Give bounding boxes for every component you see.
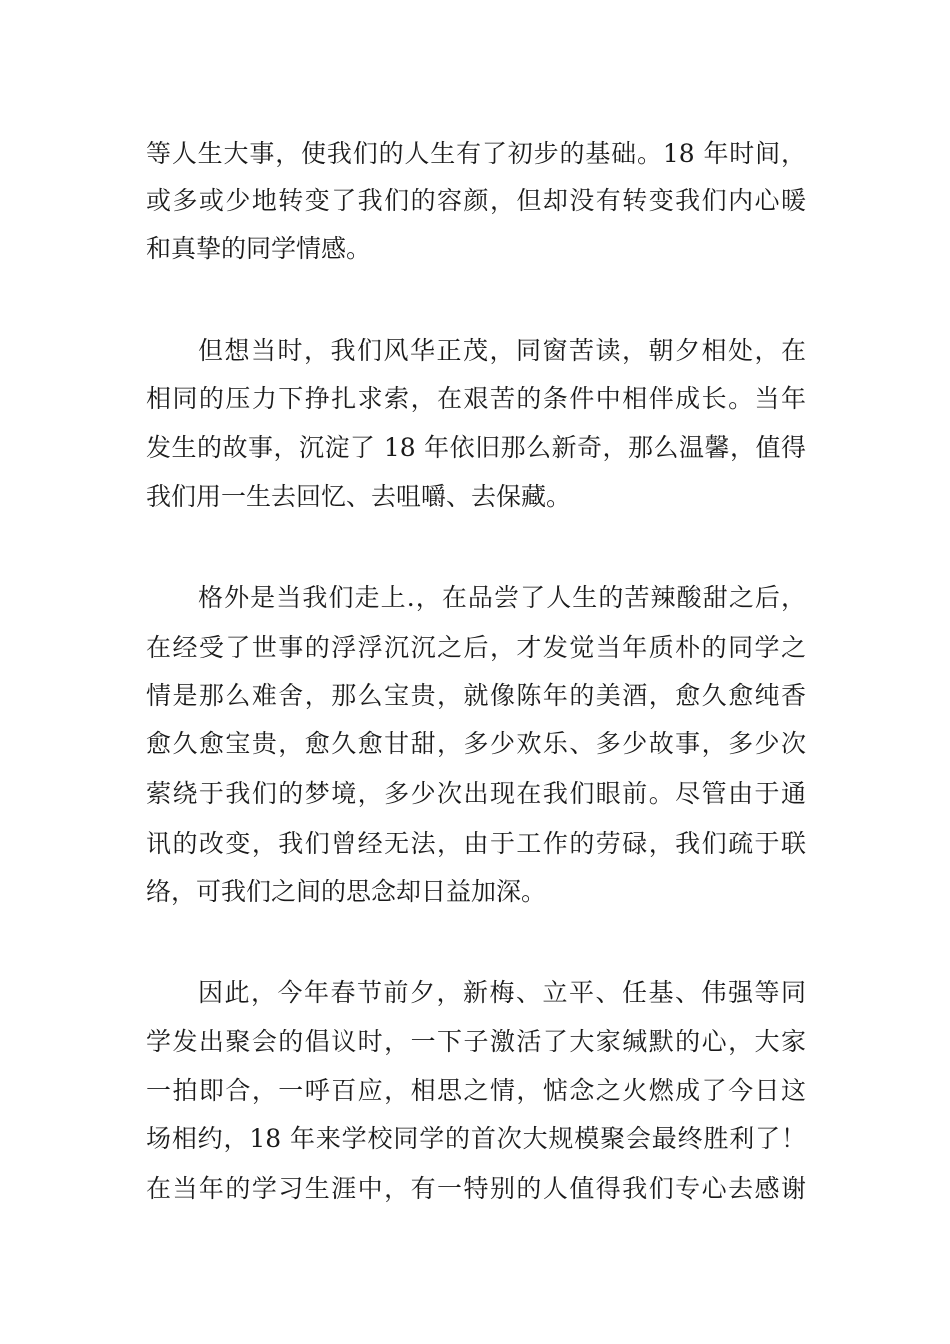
text-line: 格外是当我们走上.，在品尝了人生的苦辣酸甜之后， [198,583,806,612]
text-line: 但想当时，我们风华正茂，同窗苦读，朝夕相处，在 [198,336,806,365]
text-line: 在经受了世事的浮浮沉沉之后，才发觉当年质朴的同学之 [146,633,806,662]
text-line: 一拍即合，一呼百应，相思之情，惦念之火燃成了今日这 [146,1076,806,1105]
text-line: 相同的压力下挣扎求索，在艰苦的条件中相伴成长。当年 [146,384,806,413]
text-line: 因此，今年春节前夕，新梅、立平、任基、伟强等同 [198,978,806,1007]
text-line: 萦绕于我们的梦境，多少次出现在我们眼前。尽管由于通 [146,779,806,808]
text-line: 我们用一生去回忆、去咀嚼、去保藏。 [146,482,572,511]
text-line: 在当年的学习生涯中，有一特别的人值得我们专心去感谢 [146,1174,806,1203]
text-line: 讯的改变，我们曾经无法，由于工作的劳碌，我们疏于联 [146,829,806,858]
text-line: 等人生大事，使我们的人生有了初步的基础。18 年时间， [146,139,806,168]
text-line: 场相约，18 年来学校同学的首次大规模聚会最终胜利了！ [146,1124,806,1153]
text-line: 发生的故事，沉淀了 18 年依旧那么新奇，那么温馨，值得 [146,433,806,462]
text-line: 和真挚的同学情感。 [146,234,372,263]
text-line: 或多或少地转变了我们的容颜，但却没有转变我们内心暖 [146,186,806,215]
text-line: 情是那么难舍，那么宝贵，就像陈年的美酒，愈久愈纯香 [146,681,806,710]
text-line: 学发出聚会的倡议时，一下子激活了大家缄默的心，大家 [146,1027,806,1056]
text-line: 络，可我们之间的思念却日益加深。 [146,877,547,906]
text-line: 愈久愈宝贵，愈久愈甘甜，多少欢乐、多少故事，多少次 [146,729,806,758]
